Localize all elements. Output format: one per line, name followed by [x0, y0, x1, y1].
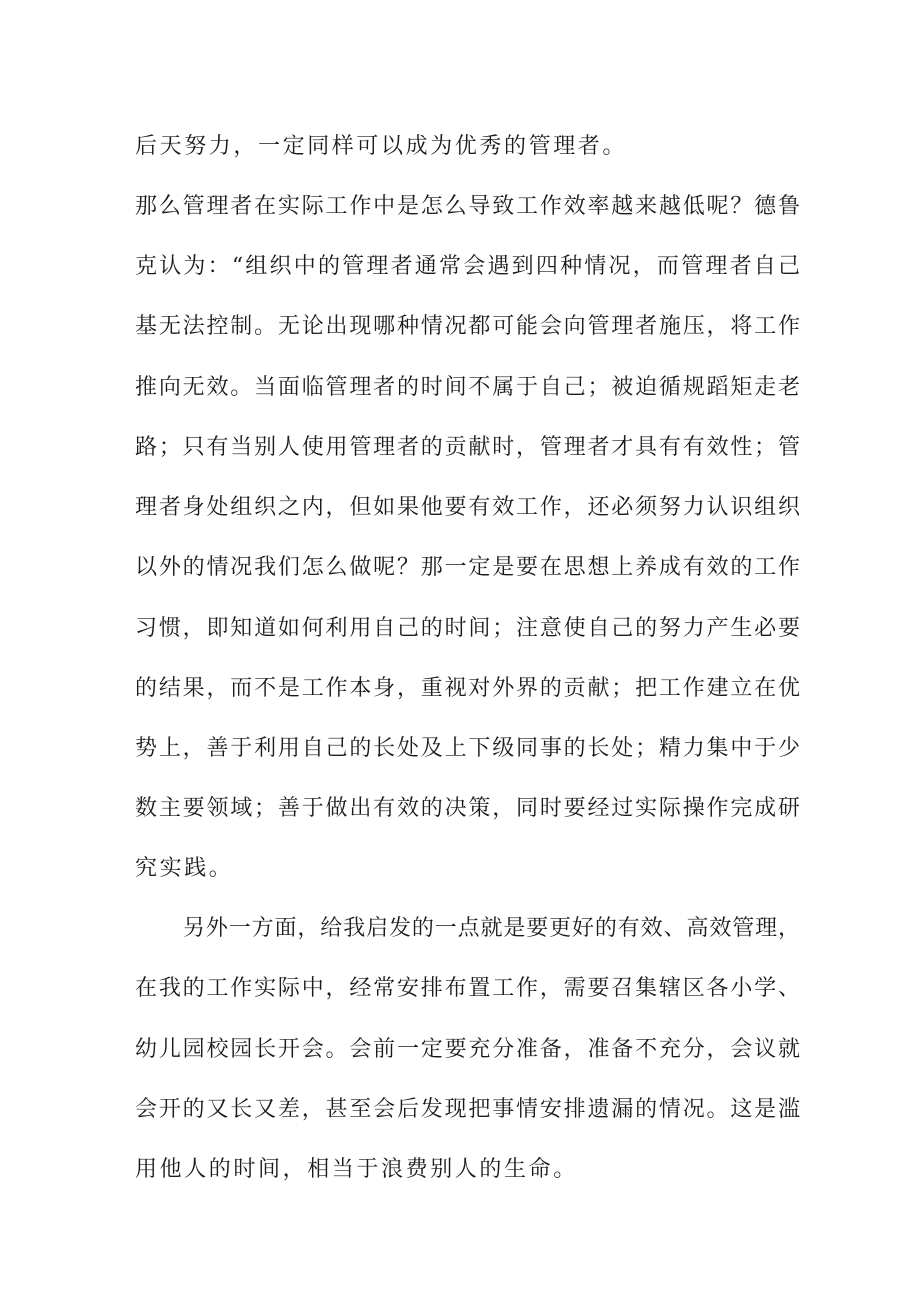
text-line-2: 那么管理者在实际工作中是怎么导致工作效率越来越低呢？德鲁 — [135, 194, 800, 219]
text-line-9: 习惯，即知道如何利用自己的时间；注意使自己的努力产生必要 — [135, 616, 800, 641]
text-line-1: 后天努力，一定同样可以成为优秀的管理者。 — [135, 134, 628, 159]
text-line-17: 会开的又长又差，甚至会后发现把事情安排遗漏的情况。这是滥 — [135, 1097, 800, 1122]
text-line-8: 以外的情况我们怎么做呢？那一定是要在思想上养成有效的工作 — [135, 555, 800, 580]
text-line-10: 的结果，而不是工作本身，重视对外界的贡献；把工作建立在优 — [135, 676, 800, 701]
text-line-6: 路；只有当别人使用管理者的贡献时，管理者才具有有效性；管 — [135, 435, 800, 460]
text-line-12: 数主要领域；善于做出有效的决策，同时要经过实际操作完成研 — [135, 796, 800, 821]
text-line-16: 幼儿园校园长开会。会前一定要充分准备，准备不充分，会议就 — [135, 1037, 800, 1062]
text-line-3: 克认为：“组织中的管理者通常会遇到四种情况，而管理者自己 — [135, 254, 800, 279]
text-line-4: 基无法控制。无论出现哪种情况都可能会向管理者施压，将工作 — [135, 314, 800, 339]
text-line-15: 在我的工作实际中，经常安排布置工作，需要召集辖区各小学、 — [135, 976, 800, 1001]
text-line-13: 究实践。 — [135, 856, 234, 881]
text-line-14: 另外一方面，给我启发的一点就是要更好的有效、高效管理， — [183, 916, 800, 941]
text-line-18: 用他人的时间，相当于浪费别人的生命。 — [135, 1157, 578, 1182]
text-line-7: 理者身处组织之内，但如果他要有效工作，还必须努力认识组织 — [135, 495, 800, 520]
text-line-5: 推向无效。当面临管理者的时间不属于自己；被迫循规蹈矩走老 — [135, 375, 800, 400]
text-line-11: 势上，善于利用自己的长处及上下级同事的长处；精力集中于少 — [135, 736, 800, 761]
